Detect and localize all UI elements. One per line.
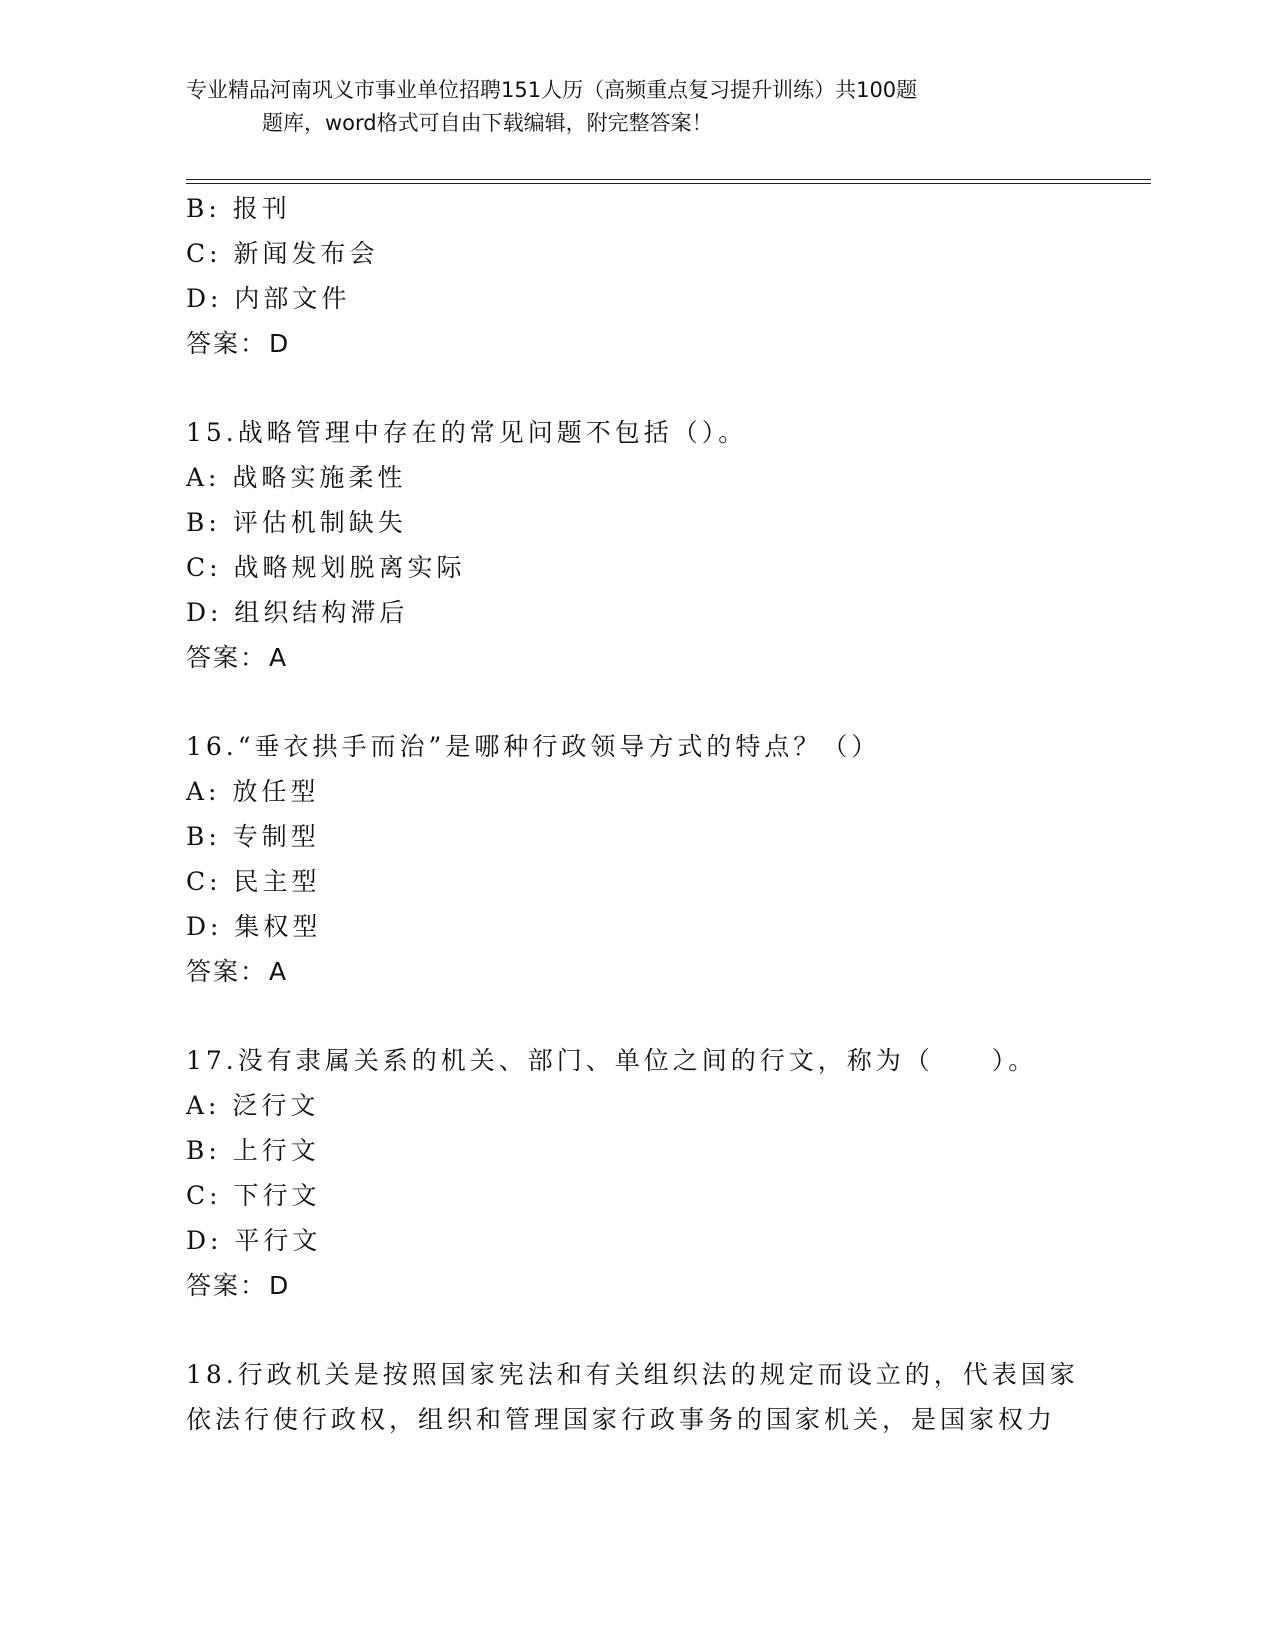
q14-answer bbox=[186, 328, 288, 360]
q14-option-b: B: 报刊 bbox=[186, 194, 291, 223]
q16-option-d: D: 集权型 bbox=[186, 912, 322, 941]
header-divider-top bbox=[186, 179, 1151, 180]
q15-answer-value: A bbox=[269, 643, 287, 672]
q17-option-b: B: 上行文 bbox=[186, 1136, 320, 1165]
q17-option-d: D: 平行文 bbox=[186, 1226, 322, 1255]
document-header bbox=[186, 74, 1066, 140]
q14-answer-value: D bbox=[269, 329, 289, 358]
q16-answer bbox=[186, 956, 286, 988]
q15-answer bbox=[186, 642, 286, 674]
q17-answer bbox=[186, 1270, 288, 1302]
q17-answer-label: 答案： bbox=[186, 1271, 268, 1300]
q15-option-b: B: 评估机制缺失 bbox=[186, 508, 407, 537]
q14-option-d: D: 内部文件 bbox=[186, 284, 351, 313]
q17-answer-value: D bbox=[269, 1271, 289, 1300]
q16-answer-label: 答案： bbox=[186, 957, 268, 986]
q17-option-c: C: 下行文 bbox=[186, 1181, 321, 1210]
q16-answer-value: A bbox=[269, 957, 287, 986]
q16-option-c: C: 民主型 bbox=[186, 867, 321, 896]
q14-option-c: C: 新闻发布会 bbox=[186, 239, 379, 268]
q18-question-line1: 18.行政机关是按照国家宪法和有关组织法的规定而设立的，代表国家 bbox=[186, 1360, 1079, 1389]
q16-question: 16.“垂衣拱手而治”是哪种行政领导方式的特点？（） bbox=[186, 732, 881, 761]
q15-question: 15.战略管理中存在的常见问题不包括（）。 bbox=[186, 418, 748, 447]
header-title-line1: 专业精品河南巩义市事业单位招聘151人历（高频重点复习提升训练）共100题 bbox=[186, 78, 918, 102]
q17-question: 17.没有隶属关系的机关、部门、单位之间的行文，称为（ ）。 bbox=[186, 1046, 1038, 1075]
q15-option-a: A: 战略实施柔性 bbox=[186, 463, 407, 492]
q16-option-a: A: 放任型 bbox=[186, 777, 320, 806]
q18-question-line2: 依法行使行政权，组织和管理国家行政事务的国家机关，是国家权力 bbox=[186, 1405, 1057, 1434]
q15-answer-label: 答案： bbox=[186, 643, 268, 672]
q15-option-d: D: 组织结构滞后 bbox=[186, 598, 409, 627]
header-title-line2: 题库，word格式可自由下载编辑，附完整答案！ bbox=[262, 111, 713, 135]
q15-option-c: C: 战略规划脱离实际 bbox=[186, 553, 466, 582]
q17-option-a: A: 泛行文 bbox=[186, 1091, 320, 1120]
header-divider-bottom bbox=[186, 183, 1151, 184]
q14-answer-label: 答案： bbox=[186, 329, 268, 358]
q16-option-b: B: 专制型 bbox=[186, 822, 320, 851]
